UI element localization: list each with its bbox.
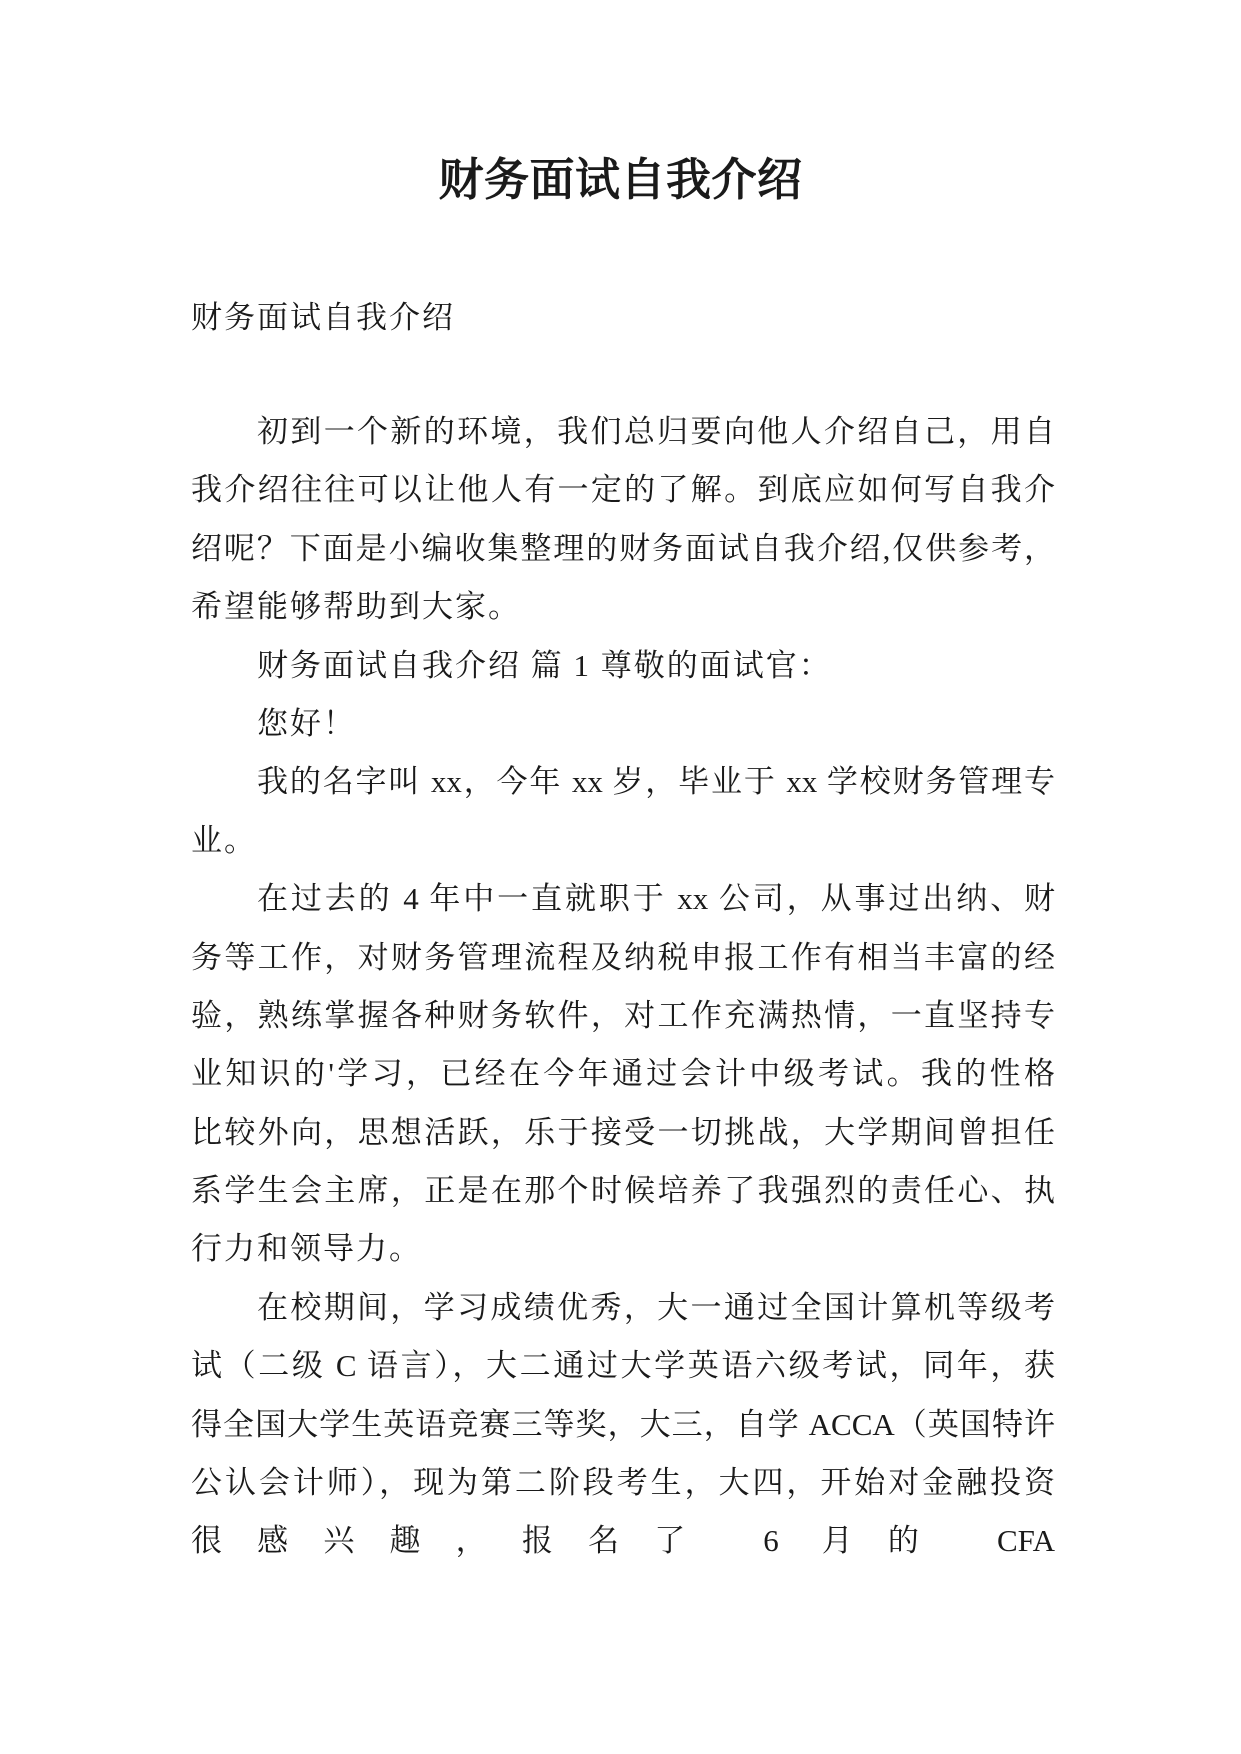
text-line: 绍呢？下面是小编收集整理的财务面试自我介绍,仅供参考， [191,530,1055,566]
document-subtitle: 财务面试自我介绍 [191,300,455,335]
text-line: 验，熟练掌握各种财务软件，对工作充满热情，一直坚持专 [191,997,1055,1033]
text-line: 行力和领导力。 [191,1231,422,1267]
text-line: 系学生会主席，正是在那个时候培养了我强烈的责任心、执 [191,1173,1055,1209]
paragraph-intro [191,403,1055,637]
text-line: 在校期间，学习成绩优秀，大一通过全国计算机等级考 [257,1289,1055,1325]
text-line: 希望能够帮助到大家。 [191,589,521,625]
document-body [191,403,1055,1571]
paragraph-experience [191,870,1055,1279]
text-line: 得全国大学生英语竞赛三等奖，大三，自学 ACCA（英国特许 [191,1406,1055,1442]
paragraph-greeting [191,695,1055,753]
text-line: 公认会计师），现为第二阶段考生，大四，开始对金融投资 [191,1465,1055,1501]
paragraph-section-heading [191,637,1055,695]
text-line: 在过去的 4 年中一直就职于 xx 公司，从事过出纳、财 [257,881,1055,917]
page-title: 财务面试自我介绍 [438,155,803,205]
text-line: 初到一个新的环境，我们总归要向他人介绍自己，用自 [257,414,1055,449]
text-line: 我的名字叫 xx，今年 xx 岁，毕业于 xx 学校财务管理专 [257,764,1055,800]
text-line: 务等工作，对财务管理流程及纳税申报工作有相当丰富的经 [191,939,1055,975]
text-line: 我介绍往往可以让他人有一定的了解。到底应如何写自我介 [191,472,1055,508]
text-line: 很感兴趣，报名了 6 月的 CFA [191,1523,1055,1559]
text-line: 比较外向，思想活跃，乐于接受一切挑战，大学期间曾担任 [191,1114,1055,1150]
text-line: 您好！ [257,705,356,741]
paragraph-name [191,753,1055,870]
text-line: 财务面试自我介绍 篇 1 尊敬的面试官： [257,647,832,683]
text-line: 业。 [191,822,257,858]
text-line: 业知识的'学习，已经在今年通过会计中级考试。我的性格 [191,1056,1055,1092]
paragraph-education [191,1279,1055,1571]
text-line: 试（二级 C 语言），大二通过大学英语六级考试，同年，获 [191,1348,1055,1384]
